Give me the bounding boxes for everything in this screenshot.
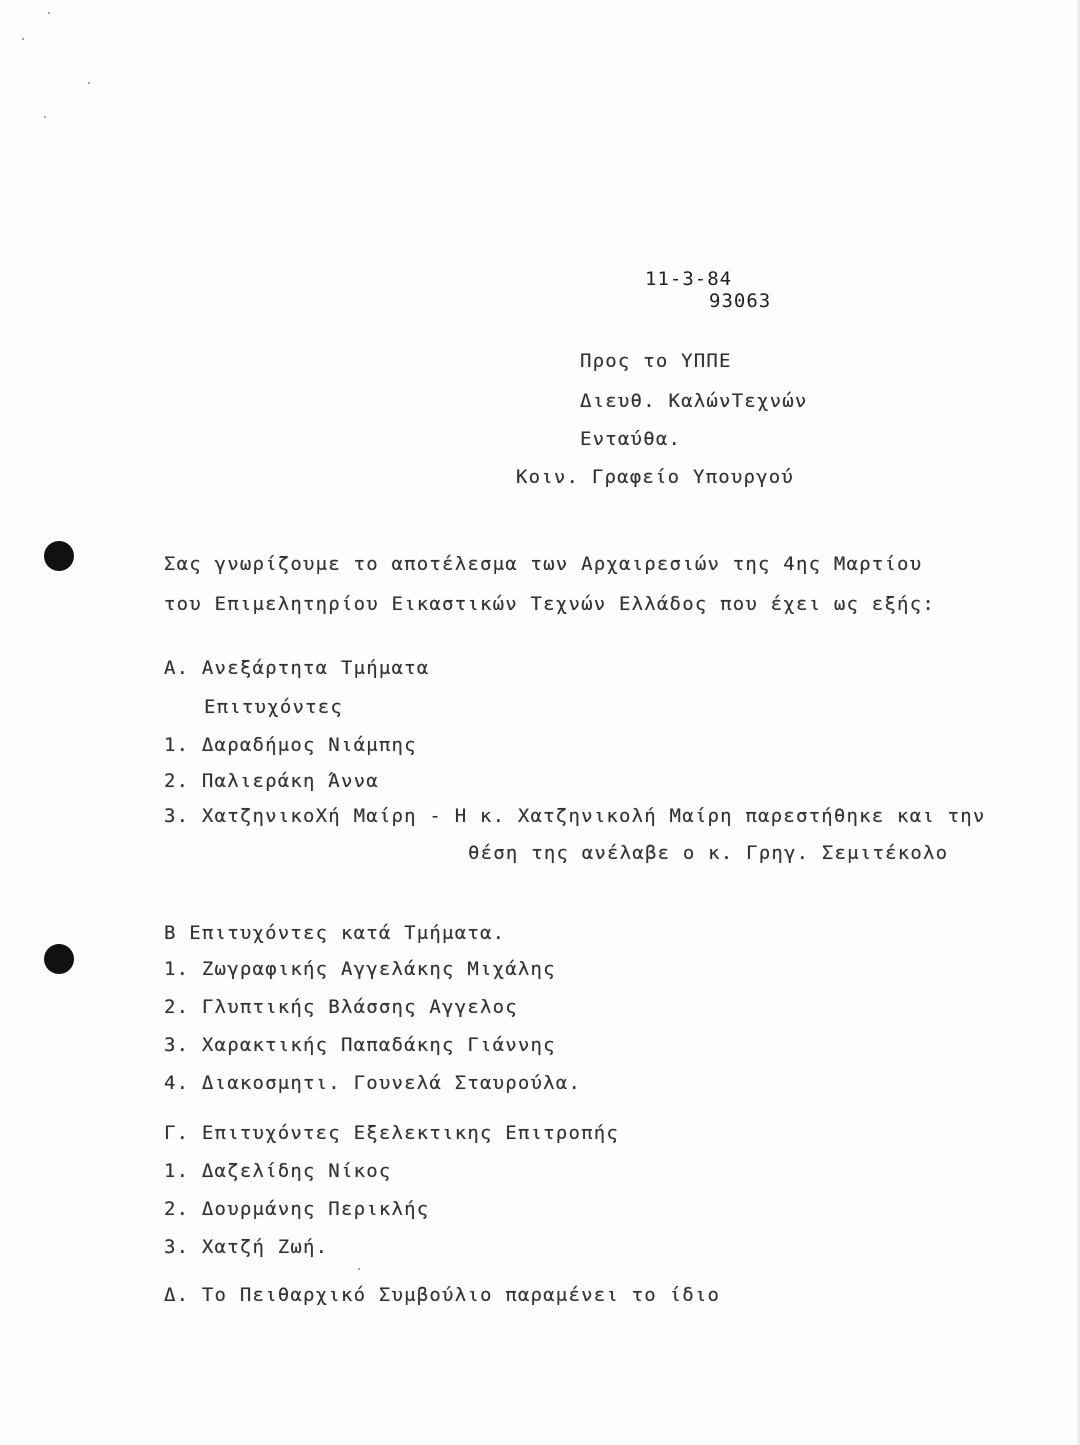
section-c-item: 3. Χατζή Ζωή. — [164, 1236, 329, 1258]
scan-speck — [22, 38, 24, 40]
section-c-item: 1. Δαζελίδης Νίκος — [164, 1160, 392, 1182]
protocol-number: 93063 — [709, 290, 772, 312]
section-a-item: 3. ΧατζηνικοΧή Μαίρη - Η κ. Χατζηνικολή Μαίρη παρεστήθηκε και την — [164, 805, 986, 827]
recipient-line-3: Ενταύθα. — [580, 428, 682, 450]
section-b-item: 2. Γλυπτικής Βλάσσης Αγγελος — [164, 996, 518, 1018]
recipient-line-2: Διευθ. ΚαλώνΤεχνών — [580, 390, 808, 412]
section-a-heading: Α. Ανεξάρτητα Τμήματα — [164, 657, 430, 679]
section-a-item: 2. Παλιεράκη Άννα — [164, 770, 379, 792]
scan-speck — [358, 1268, 360, 1270]
document-date: 11-3-84 — [645, 268, 733, 290]
section-b-item: 3. Χαρακτικής Παπαδάκης Γιάννης — [164, 1034, 556, 1056]
punch-hole-top — [44, 541, 74, 571]
intro-line-2: του Επιμελητηρίου Εικαστικών Τεχνών Ελλάδος που έχει ως εξής: — [164, 593, 935, 615]
section-a-subheading: Επιτυχόντες — [204, 696, 344, 718]
scan-speck — [44, 116, 46, 118]
scan-speck — [48, 12, 50, 14]
section-b-item: 1. Ζωγραφικής Αγγελάκης Μιχάλης — [164, 958, 556, 980]
scan-speck — [88, 82, 90, 84]
section-b-heading: Β Επιτυχόντες κατά Τμήματα. — [164, 922, 506, 944]
section-a-item: 1. Δαραδήμος Νιάμπης — [164, 734, 417, 756]
section-c-item: 2. Δουρμάνης Περικλής — [164, 1198, 430, 1220]
section-a-continuation: θέση της ανέλαβε ο κ. Γρηγ. Σεμιτέκολο — [468, 842, 949, 864]
section-d-text: Δ. Το Πειθαρχικό Συμβούλιο παραμένει το ίδιο — [164, 1284, 721, 1306]
recipient-line-4: Κοιν. Γραφείο Υπουργού — [516, 466, 795, 488]
recipient-line-1: Προς το ΥΠΠΕ — [580, 350, 732, 372]
section-b-item: 4. Διακοσμητι. Γουνελά Σταυρούλα. — [164, 1072, 582, 1094]
punch-hole-bottom — [44, 944, 74, 974]
section-c-heading: Γ. Επιτυχόντες Εξελεκτικης Επιτροπής — [164, 1122, 620, 1144]
intro-line-1: Σας γνωρίζουμε το αποτέλεσμα των Αρχαιρεσιών της 4ης Μαρτίου — [164, 553, 923, 575]
